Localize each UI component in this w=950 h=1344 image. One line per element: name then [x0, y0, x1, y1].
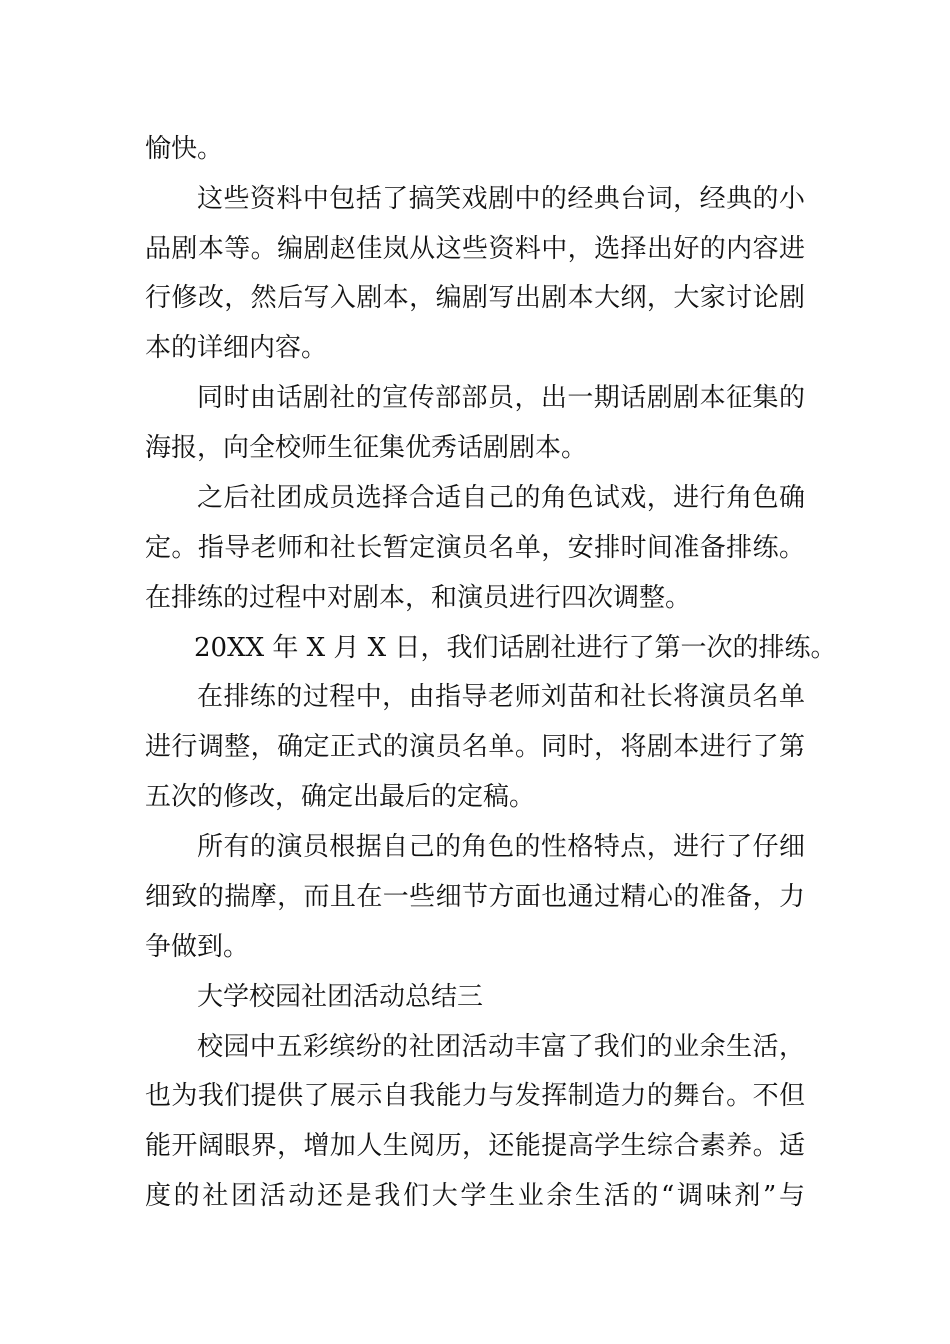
section-heading: 大学校园社团活动总结三: [197, 982, 484, 1012]
paragraph-first-line: 这些资料中包括了搞笑戏剧中的经典台词，经典的小: [197, 184, 805, 214]
text-line: 五次的修改，确定出最后的定稿。: [145, 782, 536, 812]
paragraph-first-line: 所有的演员根据自己的角色的性格特点，进行了仔细: [197, 832, 805, 862]
text-line: 进行调整，确定正式的演员名单。同时，将剧本进行了第: [145, 732, 805, 762]
text-line: 海报，向全校师生征集优秀话剧剧本。: [145, 433, 588, 463]
text-line: 能开阔眼界，增加人生阅历，还能提高学生综合素养。适: [145, 1131, 805, 1161]
paragraph-first-line: 20XX 年 X 月 X 日，我们话剧社进行了第一次的排练。: [194, 633, 837, 663]
text-line: 品剧本等。编剧赵佳岚从这些资料中，选择出好的内容进: [145, 234, 805, 264]
text-line: 细致的揣摩，而且在一些细节方面也通过精心的准备，力: [145, 882, 805, 912]
text-line: 度的社团活动还是我们大学生业余生活的“调味剂”与: [145, 1181, 805, 1211]
text-line: 在排练的过程中对剧本，和演员进行四次调整。: [145, 583, 692, 613]
text-line: 本的详细内容。: [145, 333, 328, 363]
paragraph-first-line: 之后社团成员选择合适自己的角色试戏，进行角色确: [197, 483, 805, 513]
text-line: 愉快。: [145, 134, 224, 164]
text-line: 行修改，然后写入剧本，编剧写出剧本大纲，大家讨论剧: [145, 283, 805, 313]
paragraph-first-line: 在排练的过程中，由指导老师刘苗和社长将演员名单: [197, 682, 805, 712]
text-line: 争做到。: [145, 932, 250, 962]
text-line: 也为我们提供了展示自我能力与发挥制造力的舞台。不但: [145, 1081, 805, 1111]
paragraph-first-line: 同时由话剧社的宣传部部员，出一期话剧剧本征集的: [197, 383, 805, 413]
text-line: 定。指导老师和社长暂定演员名单，安排时间准备排练。: [145, 533, 805, 563]
paragraph-first-line: 校园中五彩缤纷的社团活动丰富了我们的业余生活，: [197, 1032, 805, 1062]
